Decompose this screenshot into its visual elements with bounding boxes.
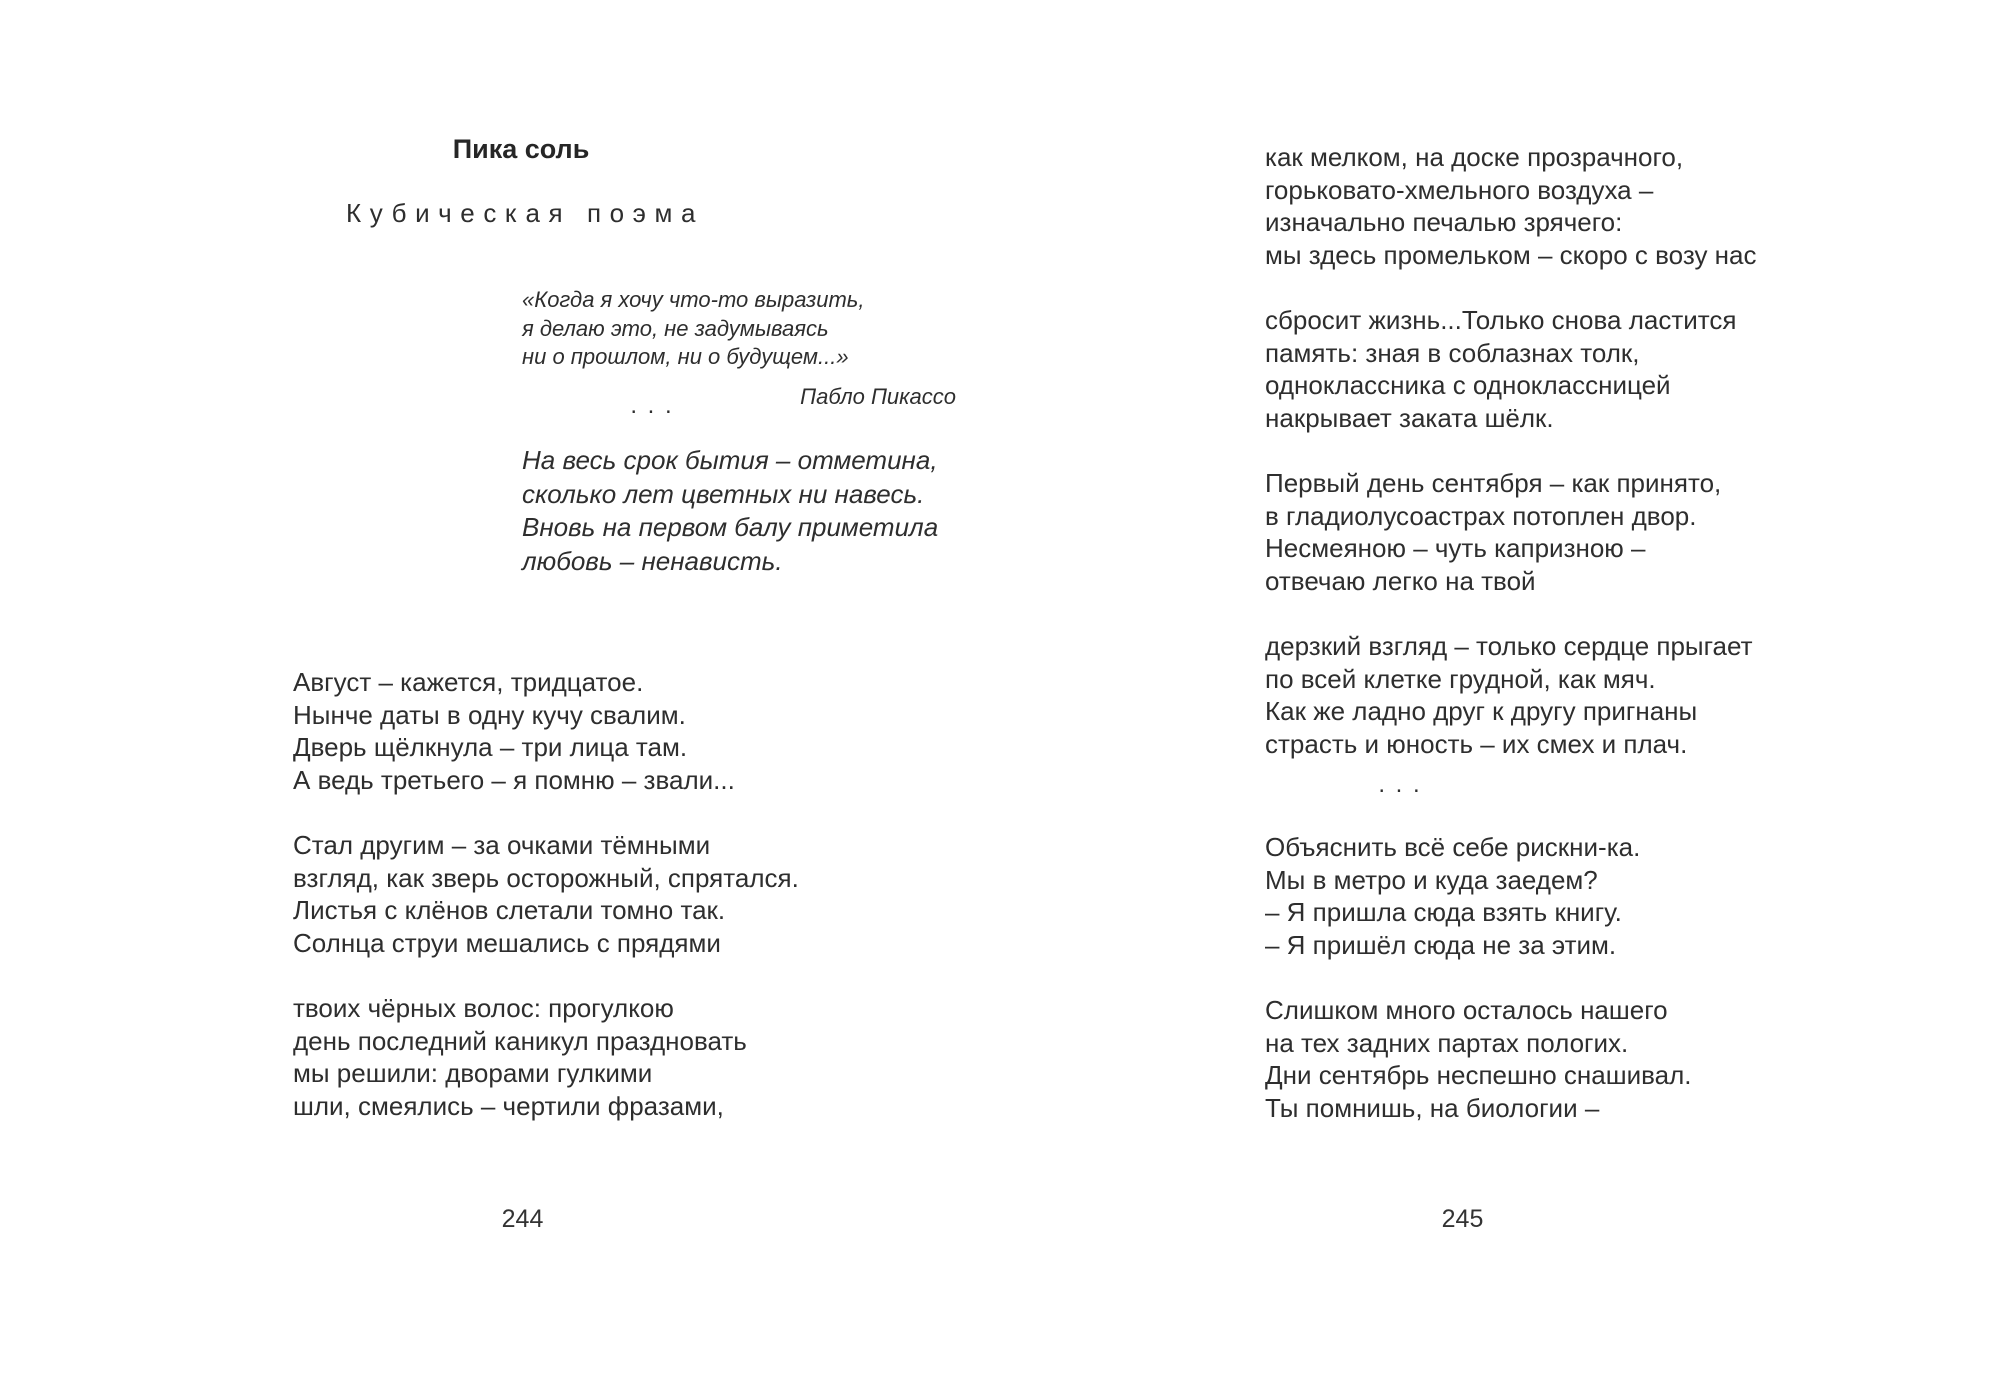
epigraph-stanza bbox=[522, 444, 938, 578]
poem-line: изначально печалью зрячего: bbox=[1265, 207, 1623, 237]
poem-line: горьковато-хмельного воздуха – bbox=[1265, 174, 1654, 205]
poem-line: – Я пришёл сюда не за этим. bbox=[1265, 929, 1617, 960]
poem-line: Ты помнишь, на биологии – bbox=[1265, 1092, 1600, 1123]
left-page-text bbox=[293, 666, 853, 1122]
poem-line: память: зная в соблазнах толк, bbox=[1265, 337, 1640, 368]
poem-line: одноклассника с одноклассницей bbox=[1265, 370, 1671, 400]
poem-line: Листья с клёнов слетали томно так. bbox=[293, 895, 726, 925]
stanza bbox=[293, 992, 853, 1122]
stanza bbox=[293, 829, 853, 959]
epigraph-attribution: Пабло Пикассо bbox=[800, 383, 956, 409]
poem-line: Несмеяною – чуть капризною – bbox=[1265, 533, 1646, 563]
stanza bbox=[1265, 994, 1825, 1124]
poem-line: страсть и юность – их смех и плач. bbox=[1265, 728, 1688, 759]
poem-line: по всей клетке грудной, как мяч. bbox=[1265, 663, 1656, 694]
poem-line: Стал другим – за очками тёмными bbox=[293, 830, 711, 860]
poem-line: сбросит жизнь...Только снова ластится bbox=[1265, 305, 1737, 335]
poem-line: Нынче даты в одну кучу свалим. bbox=[293, 699, 686, 730]
stanza bbox=[1265, 304, 1825, 434]
page-number: 244 bbox=[501, 1205, 544, 1233]
poem-line: взгляд, как зверь осторожный, спрятался. bbox=[293, 862, 799, 893]
poem-line: А ведь третьего – я помню – звали... bbox=[293, 764, 735, 795]
poem-line: любовь – ненависть. bbox=[522, 545, 783, 576]
stanza bbox=[1265, 467, 1825, 597]
poem-line: Слишком много осталось нашего bbox=[1265, 995, 1668, 1025]
poem-line: твоих чёрных волос: прогулкою bbox=[293, 993, 674, 1023]
poem-line: Мы в метро и куда заедем? bbox=[1265, 864, 1598, 895]
poem-line: Дверь щёлкнула – три лица там. bbox=[293, 732, 688, 762]
poem-line: Вновь на первом балу приметила bbox=[522, 512, 939, 542]
stanza bbox=[1265, 831, 1825, 961]
poem-line: день последний каникул праздновать bbox=[293, 1025, 747, 1056]
poem-line: На весь срок бытия – отметина, bbox=[522, 445, 938, 475]
poem-line: сколько лет цветных ни навесь. bbox=[522, 478, 925, 509]
poem-line: отвечаю легко на твой bbox=[1265, 565, 1536, 596]
stanza bbox=[1265, 630, 1825, 760]
poem-title: Пика соль bbox=[452, 134, 590, 164]
section-separator: . . . bbox=[630, 392, 674, 419]
poem-line: мы решили: дворами гулкими bbox=[293, 1058, 653, 1088]
poem-line: дерзкий взгляд – только сердце прыгает bbox=[1265, 631, 1753, 661]
poem-line: на тех задних партах пологих. bbox=[1265, 1027, 1629, 1058]
poem-line: Объяснить всё себе рискни-ка. bbox=[1265, 832, 1641, 862]
poem-line: Август – кажется, тридцатое. bbox=[293, 667, 644, 697]
poem-line: – Я пришла сюда взять книгу. bbox=[1265, 897, 1622, 927]
epigraph-line: ни о прошлом, ни о будущем...» bbox=[522, 344, 849, 369]
stanza bbox=[1265, 141, 1825, 271]
poem-line: как мелком, на доске прозрачного, bbox=[1265, 142, 1684, 172]
poem-line: мы здесь промельком – скоро с возу нас bbox=[1265, 239, 1757, 270]
epigraph-line: «Когда я хочу что-то выразить, bbox=[522, 287, 865, 312]
poem-line: накрывает заката шёлк. bbox=[1265, 402, 1554, 433]
poem-line: шли, смеялись – чертили фразами, bbox=[293, 1090, 724, 1121]
poem-line: Первый день сентября – как принято, bbox=[1265, 468, 1722, 498]
epigraph bbox=[522, 286, 956, 411]
right-page-text-lower bbox=[1265, 831, 1825, 1124]
poem-line: Как же ладно друг к другу пригнаны bbox=[1265, 696, 1698, 726]
page-number: 245 bbox=[1441, 1205, 1484, 1233]
poem-line: в гладиолусоастрах потоплен двор. bbox=[1265, 500, 1697, 531]
poem-subtitle: Кубическая поэма bbox=[346, 198, 704, 228]
poem-line: Солнца струи мешались с прядями bbox=[293, 927, 721, 958]
stanza bbox=[293, 666, 853, 796]
poem-line: Дни сентябрь неспешно снашивал. bbox=[1265, 1060, 1692, 1090]
section-separator: . . . bbox=[1378, 771, 1422, 798]
right-page-text bbox=[1265, 141, 1825, 760]
epigraph-line: я делаю это, не задумываясь bbox=[522, 315, 829, 341]
